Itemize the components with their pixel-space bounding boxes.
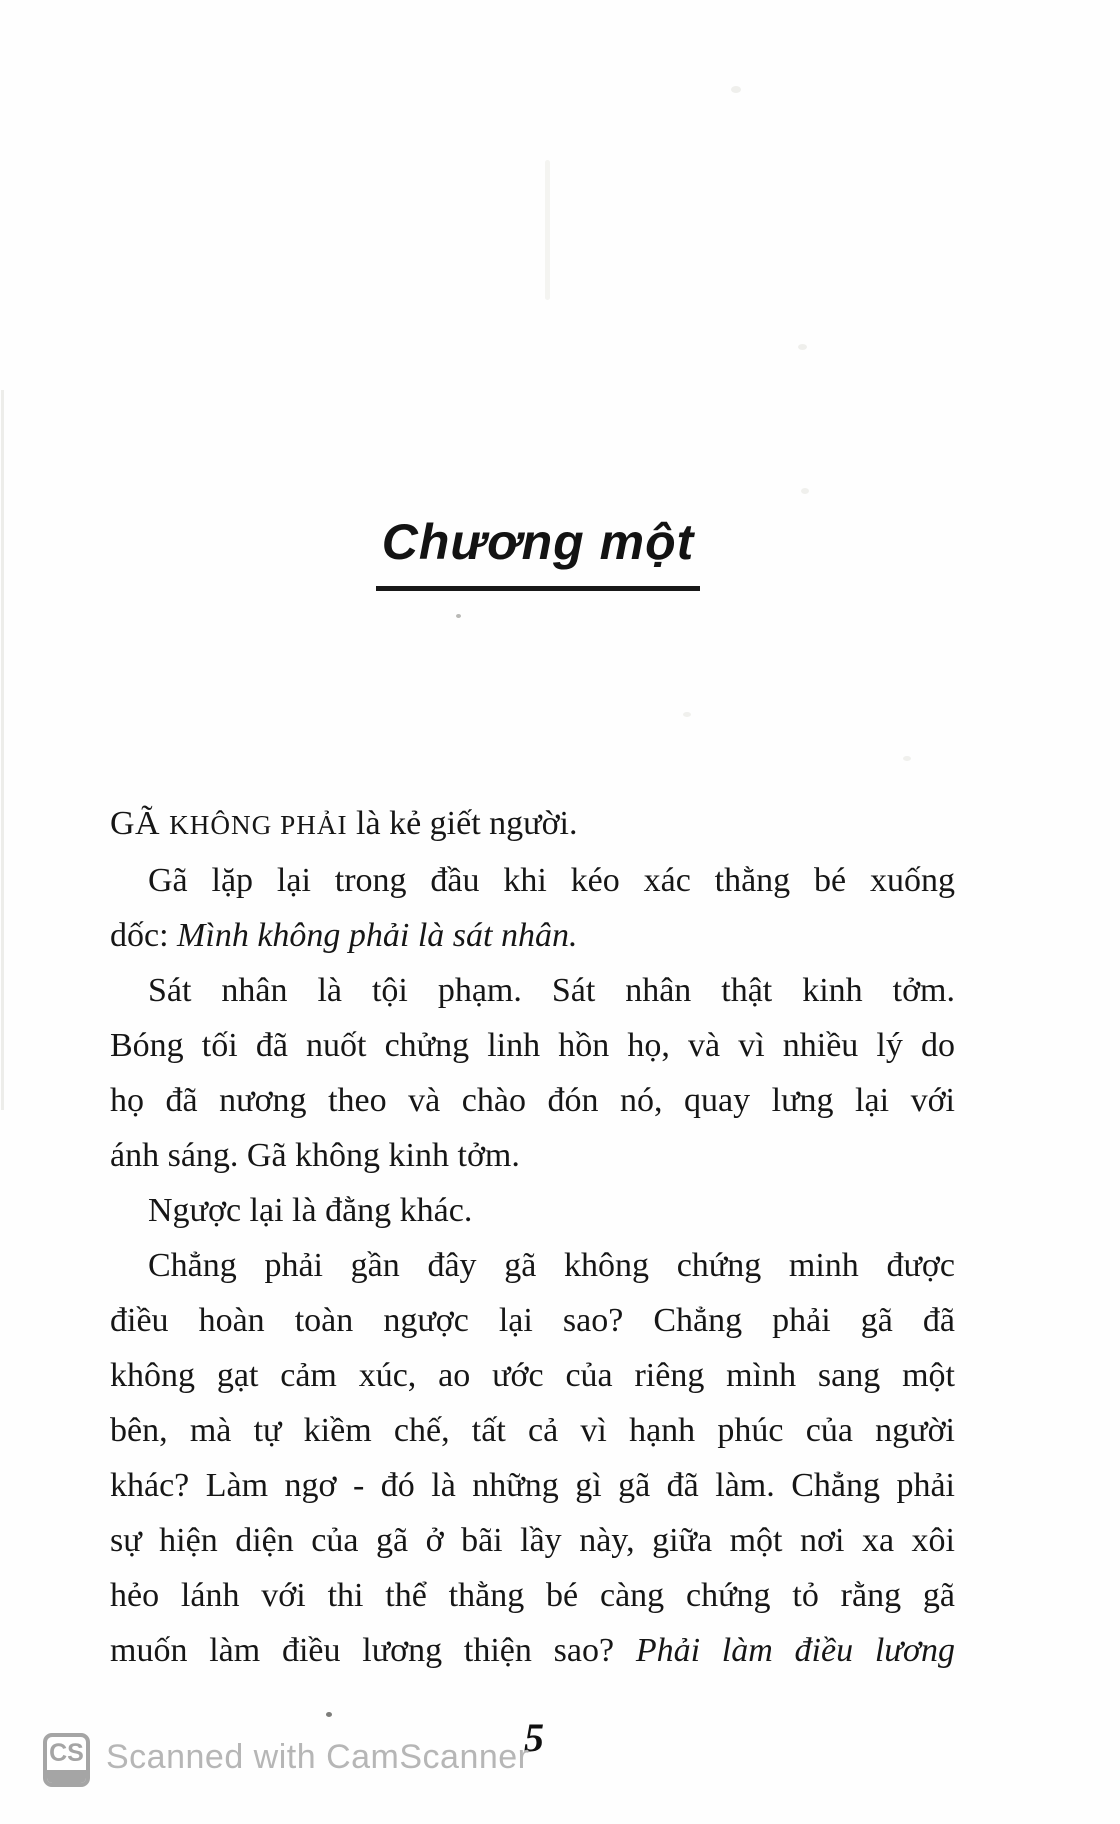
- text-segment: KHÔNG PHẢI: [169, 810, 348, 840]
- text-line: [110, 796, 955, 853]
- camscanner-logo-text: CS: [49, 1739, 84, 1767]
- text-segment: sự hiện diện của gã ở bãi lầy này, giữa một nơi xa xôi: [110, 1522, 955, 1559]
- camscanner-logo-icon: [43, 1733, 90, 1787]
- scan-speck: [903, 756, 911, 761]
- text-line: [110, 1128, 955, 1183]
- text-segment: Gã lặp lại trong đầu khi kéo xác thằng bé xuống: [148, 862, 955, 899]
- text-line: [110, 853, 955, 908]
- text-segment: hẻo lánh với thi thể thằng bé càng chứng tỏ rằng gã: [110, 1577, 955, 1614]
- text-segment: Phải làm điều lương: [635, 1632, 955, 1669]
- chapter-title: Chương một: [376, 514, 701, 591]
- text-segment: muốn làm điều lương thiện sao?: [110, 1632, 636, 1669]
- text-line: [110, 1403, 955, 1458]
- text-line: [110, 1073, 955, 1128]
- text-line: [110, 908, 955, 963]
- text-segment: dốc:: [110, 917, 178, 954]
- text-line: [110, 1623, 955, 1678]
- text-segment: bên, mà tự kiềm chế, tất cả vì hạnh phúc của người: [110, 1412, 955, 1449]
- text-line: [110, 1348, 955, 1403]
- scan-speck: [683, 712, 691, 717]
- text-segment: khác? Làm ngơ - đó là những gì gã đã làm. Chẳng phải: [110, 1467, 955, 1504]
- camscanner-watermark-label: Scanned with CamScanner: [106, 1738, 530, 1776]
- scan-speck: [731, 86, 741, 93]
- text-segment: là kẻ giết người.: [347, 805, 578, 842]
- scan-speck: [326, 1712, 332, 1717]
- text-segment: Sát nhân là tội phạm. Sát nhân thật kinh tởm.: [148, 972, 955, 1009]
- text-line: [110, 1293, 955, 1348]
- scan-speck: [801, 488, 809, 494]
- text-line: [110, 963, 955, 1018]
- text-line: [110, 1568, 955, 1623]
- scan-speck: [545, 160, 550, 300]
- text-block: [110, 796, 955, 1678]
- text-segment: GÃ: [110, 805, 170, 842]
- text-segment: họ đã nương theo và chào đón nó, quay lưng lại với: [110, 1082, 955, 1119]
- text-segment: không gạt cảm xúc, ao ước của riêng mình sang một: [110, 1357, 955, 1394]
- text-line: [110, 1513, 955, 1568]
- text-line: [110, 1018, 955, 1073]
- scan-edge-streak: [1, 390, 4, 1110]
- page-number: 5: [524, 1715, 544, 1760]
- text-line: [110, 1183, 955, 1238]
- text-line: [110, 1458, 955, 1513]
- scan-speck: [798, 344, 807, 350]
- text-segment: Ngược lại là đằng khác.: [148, 1192, 473, 1229]
- text-segment: Mình không phải là sát nhân.: [177, 917, 578, 954]
- scan-speck: [456, 614, 461, 618]
- chapter-heading-wrap: [0, 514, 1076, 591]
- text-segment: ánh sáng. Gã không kinh tởm.: [110, 1137, 520, 1174]
- text-segment: điều hoàn toàn ngược lại sao? Chẳng phải gã đã: [110, 1302, 955, 1339]
- text-line: [110, 1238, 955, 1293]
- text-segment: Bóng tối đã nuốt chửng linh hồn họ, và vì nhiều lý do: [110, 1027, 955, 1064]
- text-segment: Chẳng phải gần đây gã không chứng minh được: [148, 1247, 955, 1284]
- camscanner-logo-bar: [47, 1770, 86, 1783]
